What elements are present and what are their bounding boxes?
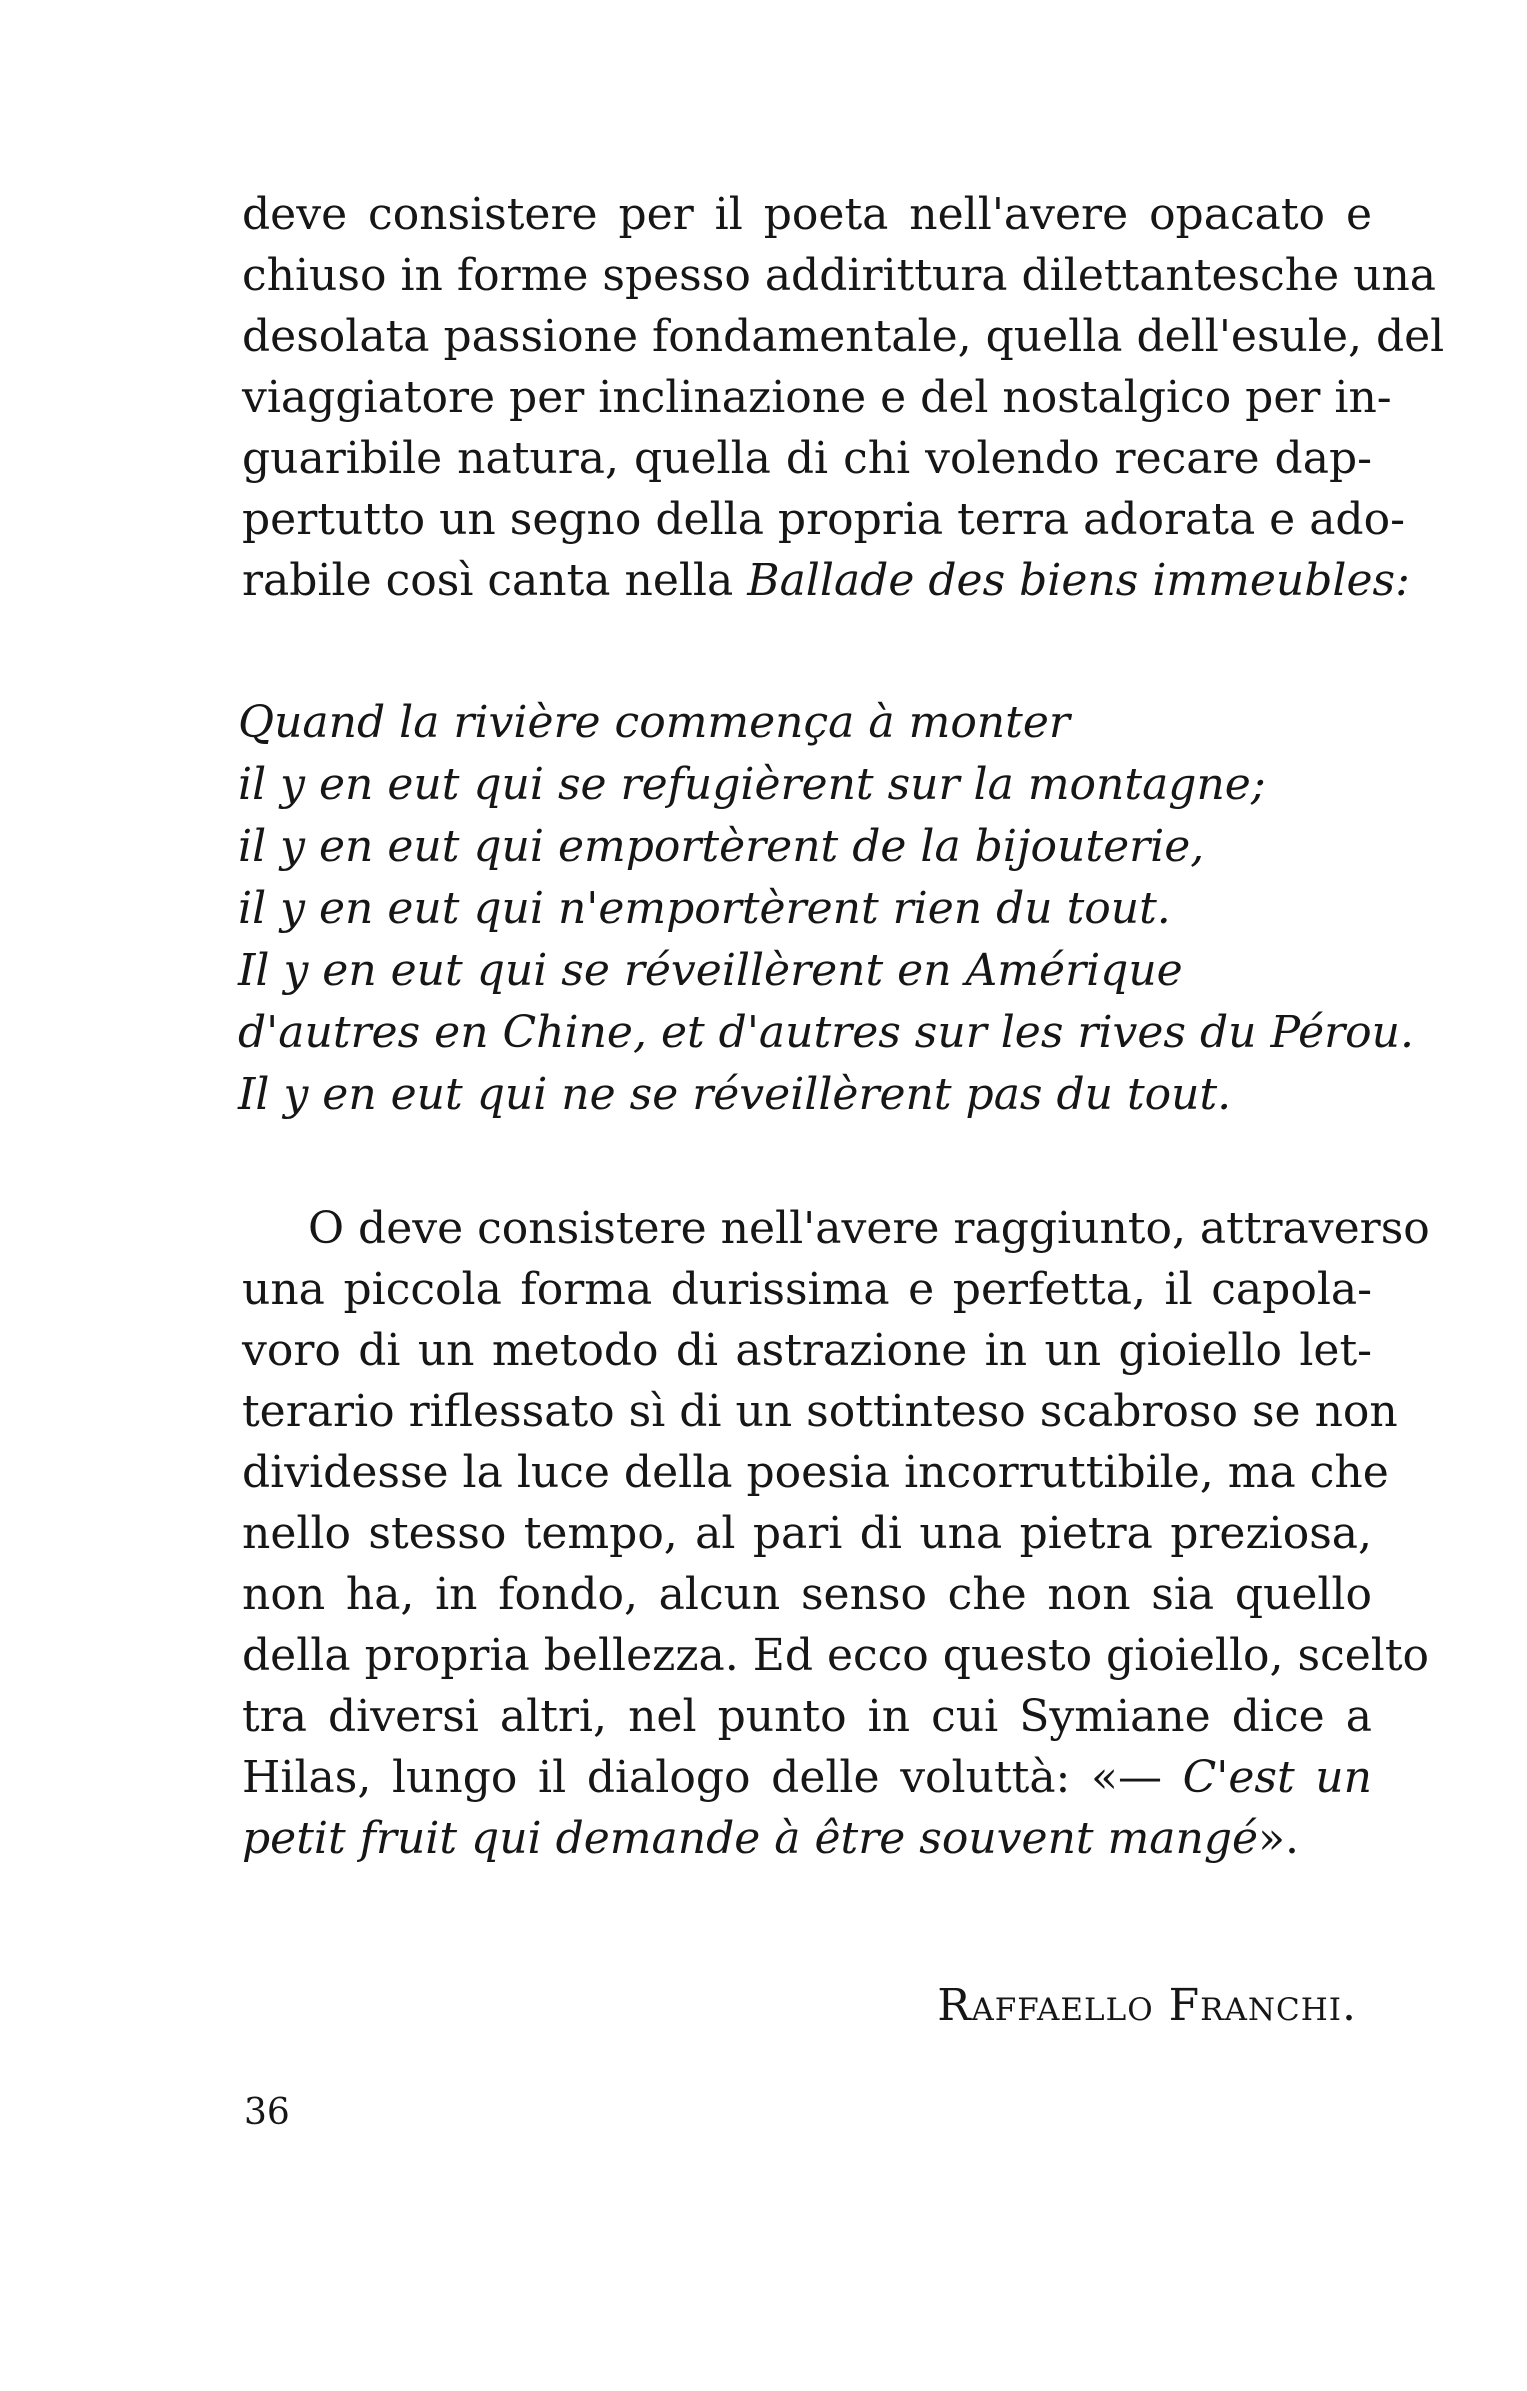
paragraph-2-line: O deve consistere nell'avere raggiunto, attraverso: [308, 1203, 1430, 1254]
quotation-start: C'est un: [1182, 1752, 1372, 1803]
paragraph-2-line: voro di un metodo di astrazione in un gioiello let-: [242, 1325, 1372, 1376]
verse-quotation: [238, 692, 1414, 1126]
paragraph-2-line: [242, 1747, 1372, 1808]
verse-line: Il y en eut qui ne se réveillèrent pas du tout.: [238, 1069, 1232, 1120]
verse-line: Quand la rivière commença à monter: [238, 697, 1070, 748]
closing-guillemet: ».: [1258, 1813, 1299, 1864]
paragraph-1-line: chiuso in forme spesso addirittura dilettantesche una: [242, 250, 1437, 301]
paragraph-1-line: pertutto un segno della propria terra adorata e ado-: [242, 494, 1405, 545]
verse-line: d'autres en Chine, et d'autres sur les rives du Pérou.: [238, 1007, 1414, 1058]
paragraph-1-line: guaribile natura, quella di chi volendo recare dap-: [242, 433, 1372, 484]
paragraph-1-line: desolata passione fondamentale, quella dell'esule, del: [242, 311, 1445, 362]
ballad-title: Ballade des biens immeubles:: [747, 555, 1410, 606]
author-signature: Raffaello Franchi.: [937, 1980, 1357, 2031]
paragraph-1-line: deve consistere per il poeta nell'avere opacato e: [242, 189, 1372, 240]
paragraph-2-line-text: Hilas, lungo il dialogo delle voluttà: «—: [242, 1752, 1183, 1803]
paragraph-1-last-line-text: rabile così canta nella: [242, 555, 748, 606]
paragraph-2-line: non ha, in fondo, alcun senso che non sia quello: [242, 1569, 1372, 1620]
paragraph-2-line: della propria bellezza. Ed ecco questo gioiello, scelto: [242, 1630, 1430, 1681]
quotation-end: petit fruit qui demande à être souvent mangé: [242, 1813, 1259, 1864]
paragraph-2-last-line: [242, 1808, 1372, 1869]
verse-line: Il y en eut qui se réveillèrent en Amérique: [238, 945, 1183, 996]
paragraph-2-line: nello stesso tempo, al pari di una pietra preziosa,: [242, 1508, 1372, 1559]
paragraph-1: [242, 184, 1445, 611]
paragraph-2-line: dividesse la luce della poesia incorruttibile, ma che: [242, 1447, 1389, 1498]
verse-line: il y en eut qui emportèrent de la bijouterie,: [238, 821, 1205, 872]
paragraph-2: [242, 1198, 1430, 1869]
page-number: 36: [244, 2092, 290, 2133]
verse-line: il y en eut qui se refugièrent sur la montagne;: [238, 759, 1266, 810]
paragraph-2-line: terario riflessato sì di un sottinteso scabroso se non: [242, 1386, 1398, 1437]
paragraph-2-line: tra diversi altri, nel punto in cui Symiane dice a: [242, 1691, 1372, 1742]
verse-line: il y en eut qui n'emportèrent rien du tout.: [238, 883, 1171, 934]
paragraph-1-line: viaggiatore per inclinazione e del nostalgico per in-: [242, 372, 1392, 423]
paragraph-1-last-line: [242, 550, 1410, 611]
paragraph-2-line: una piccola forma durissima e perfetta, il capola-: [242, 1264, 1372, 1315]
